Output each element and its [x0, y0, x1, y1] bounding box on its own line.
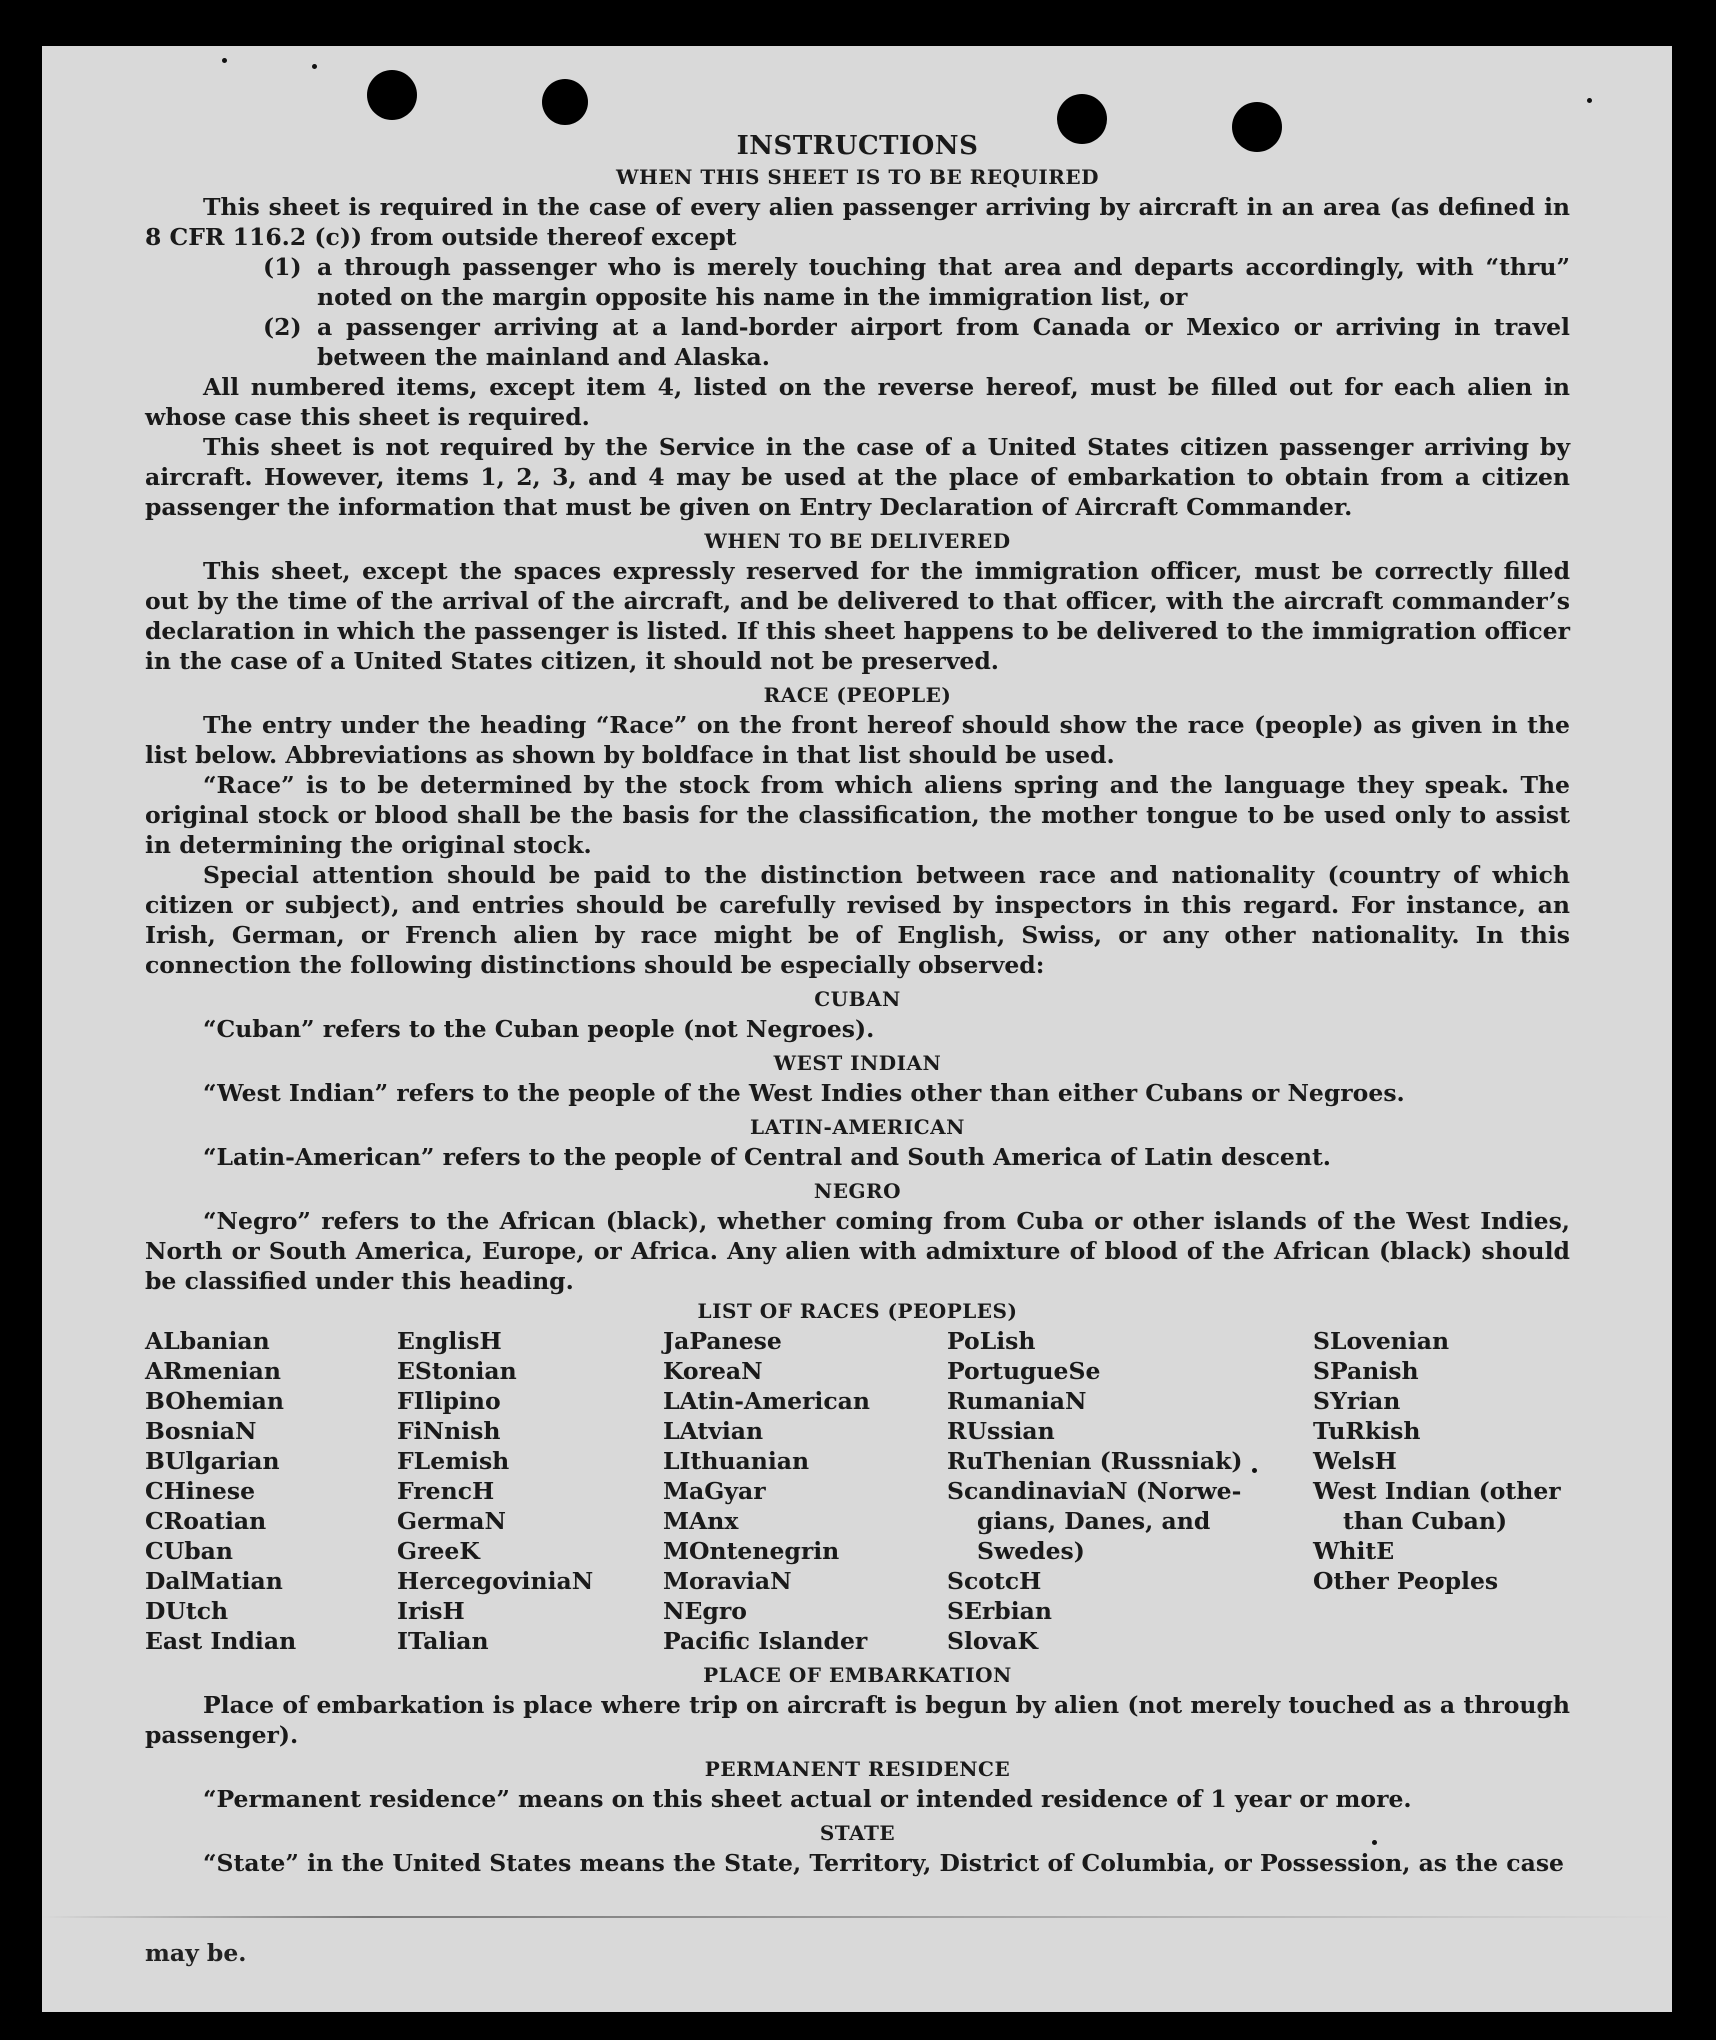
race-entry: TuRkish — [1313, 1417, 1421, 1445]
section-heading: WEST INDIAN — [773, 1051, 942, 1075]
list-item — [145, 312, 1570, 372]
race-entry: ScotcH — [947, 1567, 1042, 1595]
race-entry: MOntenegrin — [663, 1537, 840, 1565]
paragraph: “Permanent residence” means on this sheet actual or intended residence of 1 year or more. — [203, 1785, 1412, 1813]
race-entry: MaGyar — [663, 1477, 766, 1505]
race-entry: LAtin-American — [663, 1387, 870, 1415]
race-entry: EnglisH — [397, 1327, 502, 1355]
race-entry: ITalian — [397, 1627, 489, 1655]
page-fold-line — [42, 1916, 1672, 1918]
item-number: (2) — [263, 313, 302, 341]
section-heading: LATIN-AMERICAN — [750, 1115, 965, 1139]
race-entry: SYrian — [1313, 1387, 1401, 1415]
race-entry: JaPanese — [663, 1327, 782, 1355]
paragraph: This sheet is required in the case of every alien passenger arriving by aircraft in an area (as defined in 8 CFR 116.2 (c)) from outside thereof except — [145, 193, 1570, 251]
race-entry: MAnx — [663, 1507, 739, 1535]
race-entry: CUban — [145, 1537, 233, 1565]
race-entry: Swedes) — [977, 1537, 1085, 1565]
race-entry: SPanish — [1313, 1357, 1419, 1385]
punch-hole — [367, 70, 417, 120]
instructions-body — [145, 130, 1570, 1878]
item-text: a through passenger who is merely touching that area and departs accordingly, with “thru” noted on the margin opposite his name in the immigration list, or — [317, 253, 1570, 311]
speck — [1587, 98, 1592, 103]
race-entry: West Indian (other — [1313, 1477, 1561, 1505]
race-entry: DalMatian — [145, 1567, 283, 1595]
race-entry: BOhemian — [145, 1387, 284, 1415]
race-entry: DUtch — [145, 1597, 229, 1625]
race-entry: East Indian — [145, 1627, 297, 1655]
paragraph: Place of embarkation is place where trip on aircraft is begun by alien (not merely touched as a through passenger). — [145, 1691, 1570, 1749]
race-entry: PoLish — [947, 1327, 1036, 1355]
race-entry: SlovaK — [947, 1627, 1038, 1655]
race-list-heading: LIST OF RACES (PEOPLES) — [697, 1299, 1018, 1323]
paragraph: “State” in the United States means the State, Territory, District of Columbia, or Possession, as the case — [203, 1849, 1565, 1877]
race-entry: SLovenian — [1313, 1327, 1450, 1355]
race-entry: gians, Danes, and — [977, 1507, 1211, 1535]
race-list-table — [145, 1326, 1570, 1656]
page-title: INSTRUCTIONS — [736, 131, 979, 161]
race-entry: Other Peoples — [1313, 1567, 1499, 1595]
race-entry: Pacific Islander — [663, 1627, 868, 1655]
paragraph: The entry under the heading “Race” on the front hereof should show the race (people) as given in the list below. Abbreviations as shown by boldface in that list should be used. — [145, 711, 1570, 769]
race-entry: RumaniaN — [947, 1387, 1087, 1415]
paragraph: “Negro” refers to the African (black), whether coming from Cuba or other islands of the West Indies, North or South America, Europe, or Africa. Any alien with admixture of blood of the African (black) should be classified under this heading. — [145, 1207, 1570, 1295]
race-entry: FiNnish — [397, 1417, 501, 1445]
race-entry: LAtvian — [663, 1417, 764, 1445]
speck — [222, 58, 227, 63]
race-entry: IrisH — [397, 1597, 465, 1625]
race-column — [663, 1326, 947, 1656]
item-number: (1) — [263, 253, 302, 281]
section-heading: STATE — [819, 1821, 896, 1845]
race-entry: RUssian — [947, 1417, 1055, 1445]
race-entry: BUlgarian — [145, 1447, 280, 1475]
race-entry: ScandinaviaN (Norwe- — [947, 1477, 1242, 1505]
section-heading: NEGRO — [813, 1179, 902, 1203]
race-entry: FLemish — [397, 1447, 510, 1475]
race-entry: EStonian — [397, 1357, 517, 1385]
punch-hole — [542, 79, 588, 125]
race-entry: GermaN — [397, 1507, 506, 1535]
race-entry: HercegoviniaN — [397, 1567, 594, 1595]
paragraph: “Cuban” refers to the Cuban people (not Negroes). — [203, 1015, 875, 1043]
section-heading: PERMANENT RESIDENCE — [704, 1757, 1011, 1781]
section-heading: PLACE OF EMBARKATION — [703, 1663, 1012, 1687]
race-entry: FrencH — [397, 1477, 495, 1505]
document-sheet — [42, 46, 1672, 2012]
item-text: a passenger arriving at a land-border airport from Canada or Mexico or arriving in travel between the mainland and Alaska. — [317, 313, 1570, 371]
paragraph: All numbered items, except item 4, listed on the reverse hereof, must be filled out for each alien in whose case this sheet is required. — [145, 373, 1570, 431]
race-entry: PortugueSe — [947, 1357, 1101, 1385]
race-entry: BosniaN — [145, 1417, 257, 1445]
paragraph: Special attention should be paid to the distinction between race and nationality (country of which citizen or subject), and entries should be carefully revised by inspectors in this regard. For instance, an Irish, German, or French alien by race might be of English, Swiss, or any other nationality. In this connection the following distinctions should be especially observed: — [145, 861, 1570, 979]
section-heading: CUBAN — [814, 987, 901, 1011]
race-entry: GreeK — [397, 1537, 480, 1565]
race-entry: ALbanian — [145, 1327, 270, 1355]
race-column — [1313, 1326, 1570, 1656]
race-entry: SErbian — [947, 1597, 1052, 1625]
race-entry: RuThenian (Russniak) — [947, 1447, 1243, 1475]
cut-off-text: may be. — [145, 1939, 247, 1967]
section-heading: WHEN THIS SHEET IS TO BE REQUIRED — [616, 165, 1099, 189]
speck — [312, 64, 317, 69]
race-entry: MoraviaN — [663, 1567, 792, 1595]
race-entry: than Cuban) — [1343, 1507, 1508, 1535]
list-item — [145, 252, 1570, 312]
race-entry: NEgro — [663, 1597, 747, 1625]
race-entry: CHinese — [145, 1477, 256, 1505]
section-heading: RACE (PEOPLE) — [763, 683, 952, 707]
race-entry: ARmenian — [145, 1357, 281, 1385]
paragraph: This sheet, except the spaces expressly reserved for the immigration officer, must be correctly filled out by the time of the arrival of the aircraft, and be delivered to that officer, with the aircraft commander’s declaration in which the passenger is listed. If this sheet happens to be delivered to the immigration officer in the case of a United States citizen, it should not be preserved. — [145, 557, 1570, 675]
race-column — [145, 1326, 397, 1656]
race-entry: CRoatian — [145, 1507, 267, 1535]
paragraph: This sheet is not required by the Service in the case of a United States citizen passenger arriving by aircraft. However, items 1, 2, 3, and 4 may be used at the place of embarkation to obtain from a citizen passenger the information that must be given on Entry Declaration of Aircraft Commander. — [145, 433, 1570, 521]
race-entry: FIlipino — [397, 1387, 501, 1415]
race-entry: WhitE — [1313, 1537, 1395, 1565]
race-entry: WelsH — [1313, 1447, 1397, 1475]
race-entry: LIthuanian — [663, 1447, 810, 1475]
race-column — [397, 1326, 663, 1656]
race-column — [947, 1326, 1313, 1656]
section-heading: WHEN TO BE DELIVERED — [704, 529, 1011, 553]
paragraph: “Race” is to be determined by the stock from which aliens spring and the language they speak. The original stock or blood shall be the basis for the classification, the mother tongue to be used only to assist in determining the original stock. — [145, 771, 1570, 859]
race-entry: KoreaN — [663, 1357, 763, 1385]
paragraph: “Latin-American” refers to the people of Central and South America of Latin descent. — [203, 1143, 1331, 1171]
paragraph: “West Indian” refers to the people of the West Indies other than either Cubans or Negroes. — [203, 1079, 1405, 1107]
